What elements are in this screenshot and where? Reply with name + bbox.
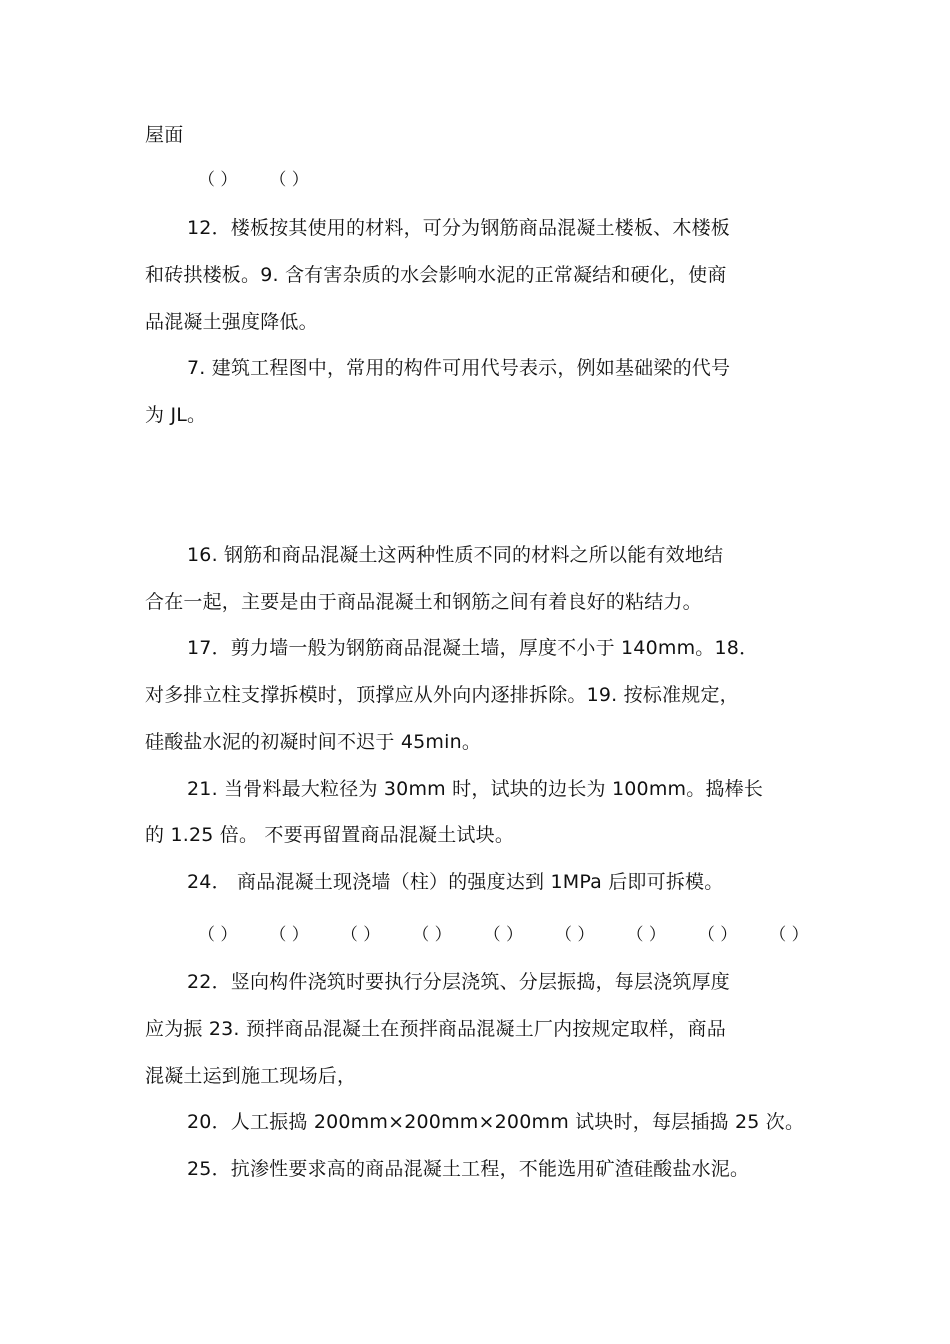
text-line-item-18: 对多排立柱支撑拆模时，顶撑应从外向内逐排拆除。19. 按标准规定， (145, 684, 739, 706)
text-line-item-7-cont: 为 JL。 (145, 404, 207, 426)
answer-blank: （ ） (269, 170, 309, 190)
text-line-item-21-cont: 的 1.25 倍。 不要再留置商品混凝土试块。 (145, 824, 515, 846)
text-line-item-12-cont: 和砖拱楼板。9. 含有害杂质的水会影响水泥的正常凝结和硬化，使商 (145, 264, 727, 286)
text-line-item-21: 21. 当骨料最大粒径为 30mm 时，试块的边长为 100mm。捣棒长 (187, 778, 764, 800)
answer-blank: （ ） (412, 925, 452, 945)
text-line-item-7: 7. 建筑工程图中，常用的构件可用代号表示，例如基础梁的代号 (187, 357, 731, 379)
text-line-roof: 屋面 (145, 124, 184, 146)
text-line-item-16: 16. 钢筋和商品混凝土这两种性质不同的材料之所以能有效地结 (187, 544, 724, 566)
text-line-item-23: 应为振 23. 预拌商品混凝土在预拌商品混凝土厂内按规定取样，商品 (145, 1018, 726, 1040)
answer-blank: （ ） (555, 925, 595, 945)
text-line-item-16-cont: 合在一起，主要是由于商品混凝土和钢筋之间有着良好的粘结力。 (145, 591, 702, 613)
text-line-item-9-cont: 品混凝土强度降低。 (145, 311, 318, 333)
answer-blank: （ ） (769, 925, 809, 945)
text-line-item-25: 25．抗渗性要求高的商品混凝土工程，不能选用矿渣硅酸盐水泥。 (187, 1158, 750, 1180)
answer-blank: （ ） (198, 925, 238, 945)
text-line-item-12: 12．楼板按其使用的材料，可分为钢筋商品混凝土楼板、木楼板 (187, 217, 730, 239)
text-line-item-22: 22．竖向构件浇筑时要执行分层浇筑、分层振捣，每层浇筑厚度 (187, 971, 730, 993)
blank-parentheses-row-1 (198, 168, 335, 192)
text-line-item-24: 24． 商品混凝土现浇墙（柱）的强度达到 1MPa 后即可拆模。 (187, 871, 724, 893)
text-line-item-23-cont: 混凝土运到施工现场后， (145, 1065, 357, 1087)
answer-blank: （ ） (483, 925, 524, 945)
answer-blank: （ ） (269, 925, 309, 945)
answer-blank: （ ） (697, 925, 738, 945)
answer-blank: （ ） (198, 170, 238, 190)
answer-blank: （ ） (626, 925, 666, 945)
answer-blank: （ ） (340, 925, 381, 945)
text-line-item-17: 17．剪力墙一般为钢筋商品混凝土墙，厚度不小于 140mm。18． (187, 637, 759, 659)
text-line-item-19-cont: 硅酸盐水泥的初凝时间不迟于 45min。 (145, 731, 482, 753)
text-line-item-20: 20．人工振捣 200mm×200mm×200mm 试块时，每层插捣 25 次。 (187, 1111, 805, 1133)
blank-parentheses-row-2 (198, 923, 815, 947)
